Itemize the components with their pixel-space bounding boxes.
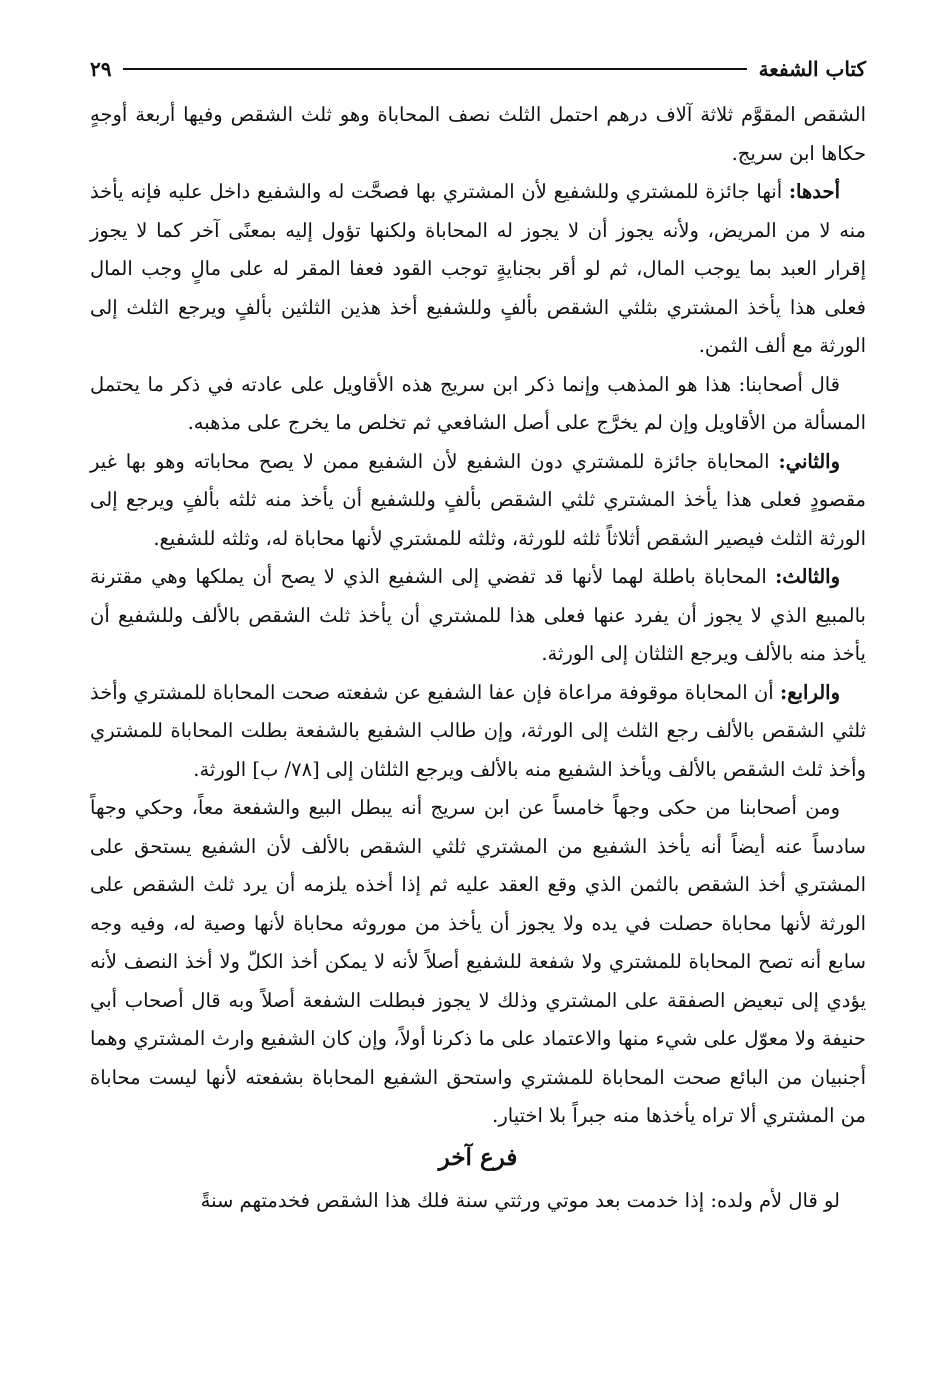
paragraph-3: قال أصحابنا: هذا هو المذهب وإنما ذكر ابن سريج هذه الأقاويل على عادته في ذكر ما يحتمل المسألة من الأقاويل وإن لم يخرَّج على أصل الشافعي ثم تخلص ما يخرج على مذهبه. <box>90 372 866 434</box>
header-rule <box>123 68 746 70</box>
paragraph-4: والثاني: المحاباة جائزة للمشتري دون الشفيع لأن الشفيع ممن لا يصح محاباته وهو بها غير مقصودٍ فعلى هذا يأخذ المشتري ثلثي الشقص بألفٍ وللشفيع أن يأخذ منه ثلثه بألفٍ ويرجع إلى الورثة الثلث فيصير الشقص أثلاثاً ثلثه للورثة، وثلثه للمشتري لأنها محاباة له، وثلثه للشفيع. <box>90 449 866 550</box>
page-number: ٢٩ <box>90 57 112 81</box>
paragraph-lead: والثالث: <box>775 565 840 588</box>
paragraph-6: والرابع: أن المحاباة موقوفة مراعاة فإن عفا الشفيع عن شفعته صحت المحاباة للمشتري وأخذ ثلثي الشقص بالألف رجع الثلث إلى الورثة، وإن طالب الشفيع بالشفعة بطلت المحاباة للمشتري وأخذ ثلث الشقص بالألف ويأخذ الشفيع منه بالألف ويرجع الثلثان إلى [٧٨/ ب] الورثة. <box>90 680 866 781</box>
page-body <box>90 96 866 1220</box>
paragraph-lead: والرابع: <box>780 680 840 704</box>
paragraph-lead: والثاني: <box>778 449 840 473</box>
paragraph-1: الشقص المقوَّم ثلاثة آلاف درهم احتمل الثلث نصف المحاباة وهو ثلث الشقص وفيها أربعة أوجهٍ حكاها ابن سريج. <box>90 103 866 165</box>
document-page <box>90 50 866 1220</box>
section-paragraph: لو قال لأم ولده: إذا خدمت بعد موتي ورثتي سنة فلك هذا الشقص فخدمتهم سنةً <box>200 1188 840 1212</box>
paragraph-7: ومن أصحابنا من حكى وجهاً خامساً عن ابن سريج أنه يبطل البيع والشفعة معاً، وحكي وجهاً سادساً عنه أيضاً أنه يأخذ الشفيع من المشتري ثلثي الشقص بالألف لأن الشفيع يستحق على المشتري أخذ الشقص بالثمن الذي وقع العقد عليه ثم إذا أخذه يلزمه أن يرد ثلث الشقص على الورثة لأنها محاباة حصلت في يده ولا يجوز أن يأخذ من موروثه محاباة لأنها وصية له، وفيه وجه سابع أنه تصح المحاباة للمشتري ولا شفعة للشفيع أصلاً لأنه لا يمكن أخذ الكلّ ولا أخذ النصف لأنه يؤدي إلى تبعيض الصفقة على المشتري وذلك لا يجوز فبطلت الشفعة أصلاً وبه قال أصحاب أبي حنيفة ولا معوّل على شيء منها والاعتماد على ما ذكرنا أولاً، وإن كان الشفيع وارث المشتري وهما أجنبيان من البائع صحت المحاباة للمشتري واستحق الشفيع المحاباة بشفعته لأنها ليست محاباة من المشتري ألا تراه يأخذها منه جبراً بلا اختيار. <box>90 796 866 1127</box>
book-title: كتاب الشفعة <box>758 57 866 81</box>
paragraph-2: أحدها: أنها جائزة للمشتري وللشفيع لأن المشتري بها فصحَّت له والشفيع داخل عليه فإنه يأخذ منه لا من المريض، ولأنه يجوز أن لا يجوز له المحاباة ولكنها تؤول إليه بمعنًى آخر كما لا يجوز إقرار العبد بما يوجب المال، ثم لو أقر بجنايةٍ توجب القود فعفا المقر له على مالٍ وجب المال فعلى هذا يأخذ المشتري بثلثي الشقص بألفٍ وللشفيع أخذ هذين الثلثين بألفٍ ويرجع الثلث إلى الورثة مع ألف الثمن. <box>90 180 866 357</box>
paragraph-lead: أحدها: <box>788 180 840 203</box>
section-title: فرع آخر <box>438 1143 518 1171</box>
page-header <box>90 50 866 88</box>
paragraph-5: والثالث: المحاباة باطلة لهما لأنها قد تفضي إلى الشفيع الذي لا يصح أن يملكها وهي مقترنة بالمبيع الذي لا يجوز أن يفرد عنها فعلى هذا للمشتري أن يأخذ ثلث الشقص بالألف وللشفيع أن يأخذ منه بالألف ويرجع الثلثان إلى الورثة. <box>90 565 866 665</box>
